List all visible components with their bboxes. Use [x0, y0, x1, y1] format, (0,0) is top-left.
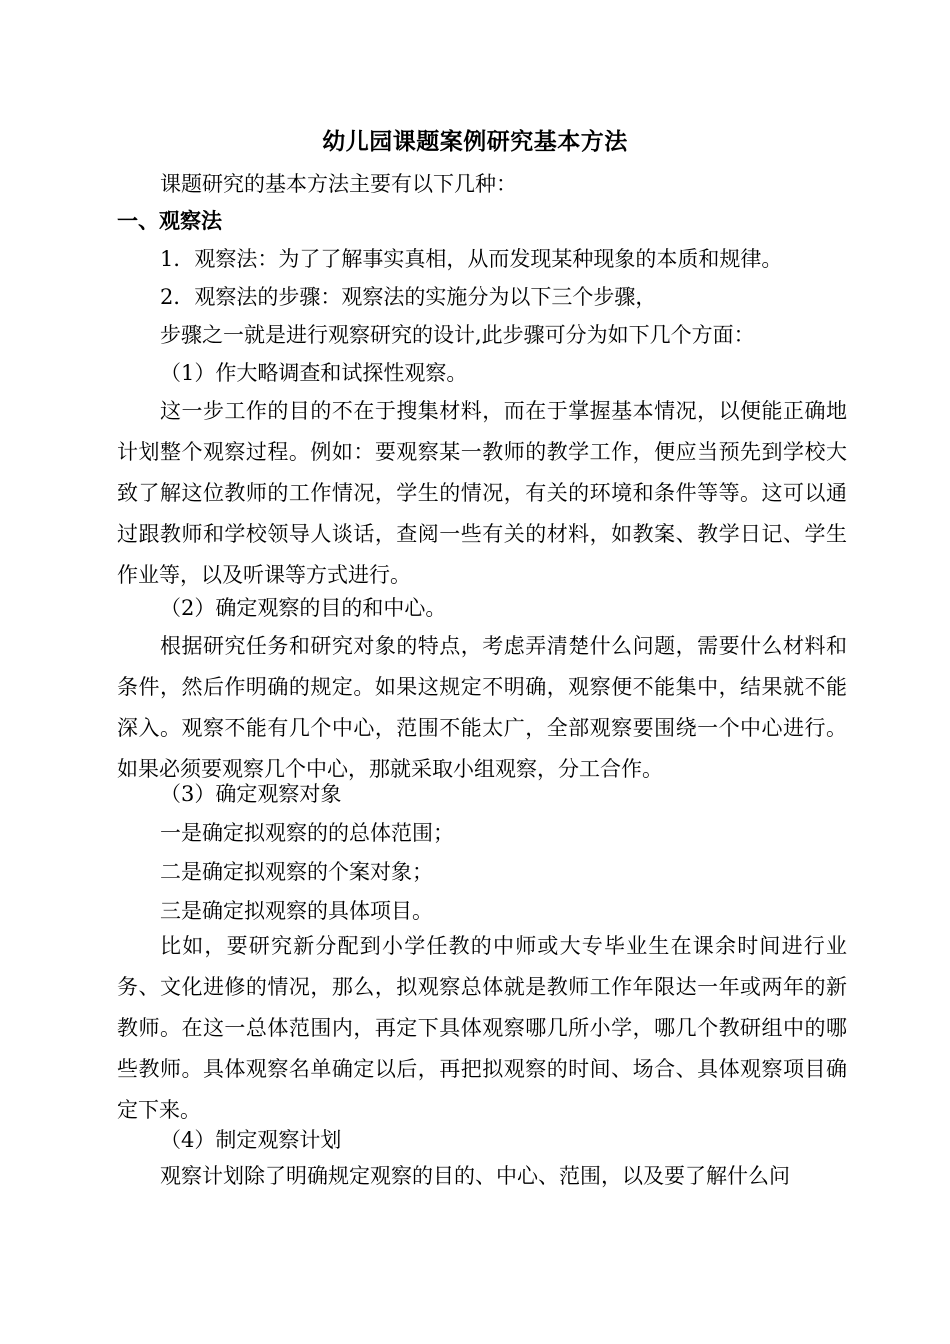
sub-heading-1: （1）作大略调查和试探性观察。	[160, 361, 468, 385]
section-heading-observation: 一、观察法	[117, 208, 222, 233]
sub-heading-4: （4）制定观察计划	[160, 1128, 342, 1152]
paragraph-sub2: 根据研究任务和研究对象的特点，考虑弄清楚什么问题，需要什么材料和条件，然后作明确的规定。如果这规定不明确，观察便不能集中，结果就不能深入。观察不能有几个中心，范围不能太广，全部观察要围绕一个中心进行。如果必须要观察几个中心，那就采取小组观察，分工合作。	[117, 634, 847, 781]
intro-line: 课题研究的基本方法主要有以下几种：	[160, 172, 517, 196]
paragraph-sub1: 这一步工作的目的不在于搜集材料，而在于掌握基本情况，以便能正确地计划整个观察过程。例如：要观察某一教师的教学工作，便应当预先到学校大致了解这位教师的工作情况，学生的情况，有关的环境和条件等等。这可以通过跟教师和学校领导人谈话，查阅一些有关的材料，如教案、教学日记、学生作业等，以及听课等方式进行。	[117, 399, 847, 587]
step-one-line: 步骤之一就是进行观察研究的设计,此步骤可分为如下几个方面：	[160, 323, 755, 347]
sub3-item-1: 一是确定拟观察的的总体范围；	[160, 821, 454, 845]
sub-heading-2: （2）确定观察的目的和中心。	[160, 596, 447, 620]
document-title: 幼儿园课题案例研究基本方法	[322, 128, 628, 155]
list-item-steps: 2．观察法的步骤：观察法的实施分为以下三个步骤，	[160, 285, 657, 309]
sub3-item-3: 三是确定拟观察的具体项目。	[160, 899, 433, 923]
paragraph-sub4: 观察计划除了明确规定观察的目的、中心、范围，以及要了解什么问	[160, 1164, 790, 1188]
sub-heading-3: （3）确定观察对象	[160, 782, 342, 806]
paragraph-sub3: 比如，要研究新分配到小学任教的中师或大专毕业生在课余时间进行业务、文化进修的情况，那么，拟观察总体就是教师工作年限达一年或两年的新教师。在这一总体范围内，再定下具体观察哪几所小学，哪几个教研组中的哪些教师。具体观察名单确定以后，再把拟观察的时间、场合、具体观察项目确定下来。	[117, 934, 847, 1122]
sub3-item-2: 二是确定拟观察的个案对象；	[160, 860, 433, 884]
list-item-definition: 1．观察法：为了了解事实真相，从而发现某种现象的本质和规律。	[160, 247, 783, 271]
